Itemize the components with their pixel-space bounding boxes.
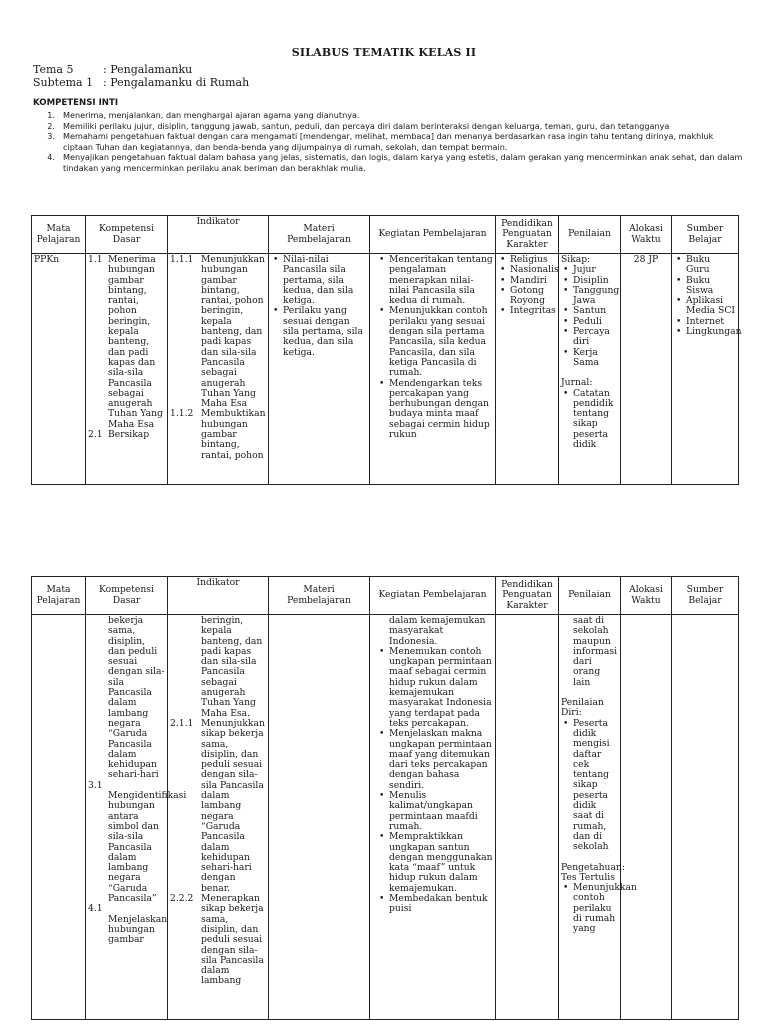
tes-tertulis-label: Tes Tertulis: [561, 871, 615, 883]
header-kegiatan: Kegiatan Pembelajaran: [370, 216, 496, 254]
header-penilaian: Penilaian: [559, 577, 621, 615]
list-item: • Aplikasi Media SCI: [674, 296, 736, 317]
indikator-item: 2.2.2 Menerapkan sikap bekerja sama, disiplin, dan peduli sesuai dengan sila-sila Pancasila dalam lambang: [170, 893, 264, 987]
ki-item: 2. Memiliki perilaku jujur, disiplin, tanggung jawab, santun, peduli, dan percaya diri dalam berinteraksi dengan keluarga, teman, guru, dan tetangganya: [47, 120, 670, 131]
header-sumber: Sumber Belajar: [672, 577, 739, 615]
list-item: • Religius: [498, 255, 556, 265]
list-item: • Catatan pendidik tentang sikap peserta didik: [561, 389, 618, 451]
subtema-value: : Pengalamanku di Rumah: [103, 76, 250, 89]
list-item: • Gotong Royong: [498, 286, 556, 307]
tema-line: [33, 63, 192, 76]
kd-number: 3.1: [88, 779, 103, 791]
indikator-item: 1.1.1 Menunjukkan hubungan gambar bintang, rantai, pohon beringin, kepala banteng, dan padi kapas dan sila-sila Pancasila sebagai anugerah Tuhan Yang Maha Esa: [170, 254, 265, 410]
cell-sumber: [672, 615, 739, 1020]
penilaian-sikap-label: Sikap:: [561, 254, 591, 265]
tema-value: : Pengalamanku: [103, 63, 193, 76]
list-item: • Perilaku yang sesuai dengan sila pertama, sila kedua, dan sila ketiga.: [271, 306, 367, 357]
pengetahuan-label: Pengetahuan:: [561, 861, 625, 873]
cell-penilaian: [559, 615, 637, 1020]
list-item: • Percaya diri: [561, 327, 618, 348]
kd-text: Mengidentifikasi hubungan antara simbol dan sila-sila Pancasila dalam lambang negara “Garuda Pancasila”: [108, 790, 187, 905]
kd-number: 4.1: [88, 903, 103, 915]
list-item: • Nilai-nilai Pancasila sila pertama, sila kedua, dan sila ketiga.: [271, 255, 367, 306]
cell-pendidikan-karakter: [496, 254, 559, 485]
cell-alokasi: 28 JP: [621, 254, 672, 485]
kompetensi-inti-list: [33, 110, 743, 174]
list-item: • Tanggung Jawa: [561, 286, 618, 307]
list-item: • Disiplin: [561, 276, 618, 286]
kd-text: Menjelaskan hubungan gambar: [108, 913, 168, 946]
list-item: • Mempraktikkan ungkapan santun dengan menggunakan kata “maaf” untuk hidup rukun dalam kemajemukan.: [377, 832, 493, 894]
list-item: • Lingkungan: [674, 327, 736, 337]
subtema-line: [33, 76, 249, 89]
header-materi: Materi Pembelajaran: [269, 577, 370, 615]
list-item: • Menulis kalimat/ungkapan permintaan maafdi rumah.: [377, 791, 493, 832]
list-item: • Kerja Sama: [561, 348, 618, 369]
cell-kegiatan: [370, 615, 496, 1020]
list-item: • Mandiri: [498, 276, 556, 286]
penilaian-jurnal-label: Jurnal:: [561, 377, 593, 389]
list-item: • Buku Siswa: [674, 276, 736, 297]
list-item: • Santun: [561, 306, 618, 316]
header-pendidikan-karakter: Pendidikan Penguatan Karakter: [496, 577, 559, 615]
list-item: • Menunjukkan contoh perilaku di rumah yang: [561, 883, 618, 934]
cell-sumber: [672, 254, 742, 485]
table-header-row: [32, 577, 739, 615]
header-mapel: Mata Pelajaran: [32, 577, 86, 615]
header-alokasi: Alokasi Waktu: [621, 577, 672, 615]
list-item: • Internet: [674, 317, 736, 327]
header-kompetensi-dasar: Kompetensi Dasar: [86, 216, 168, 254]
header-alokasi: Alokasi Waktu: [621, 216, 672, 254]
header-kegiatan: Kegiatan Pembelajaran: [370, 577, 496, 615]
penilaian-diri-label: Penilaian Diri:: [561, 697, 604, 719]
list-item: • Jujur: [561, 265, 618, 275]
syllabus-table-2: [31, 576, 739, 1020]
kd-item: 2.1 Bersikap: [88, 429, 150, 441]
list-item: • Mendengarkan teks percakapan yang berhubungan dengan budaya minta maaf sebagai cermin hidup rukun: [377, 379, 493, 441]
cell-indikator: [168, 615, 269, 1020]
indikator-continuation: beringin, kepala banteng, dan padi kapas dan sila-sila Pancasila sebagai anugerah Tuhan Yang Maha Esa.: [201, 615, 263, 719]
cell-kegiatan: [370, 254, 496, 485]
cell-mapel: [32, 615, 86, 1020]
ki-item: 3. Memahami pengetahuan faktual dengan cara mengamati [mendengar, melihat, membaca] dan menanya berdasarkan rasa ingin tahu tentang dirinya, makhluk ciptaan Tuhan dan kegiatannya, dan benda-benda yang dijumpainya di rumah, sekolah, dan tempat bermain.: [47, 131, 714, 152]
list-item: • Buku Guru: [674, 255, 736, 276]
table-row: [32, 615, 739, 1020]
kd-continuation: bekerja sama, disiplin, dan peduli sesuai dengan sila-sila Pancasila dalam lambang negara “Garuda Pancasila dalam kehidupan sehari-hari: [108, 615, 165, 781]
list-item: • Peserta didik mengisi daftar cek tentang sikap peserta didik saat di rumah, dan di sekolah: [561, 719, 618, 853]
cell-mapel: PPKn: [32, 254, 86, 485]
header-indikator: Indikator: [168, 216, 269, 254]
list-item: • Membedakan bentuk puisi: [377, 894, 493, 915]
tema-label: Tema 5: [33, 63, 74, 76]
ki-item: 4. Menyajikan pengetahuan faktual dalam bahasa yang jelas, sistematis, dan logis, dalam karya yang estetis, dalam gerakan yang mencerminkan anak sehat, dan dalam tindakan yang mencerminkan perilaku anak beriman dan berakhlak mulia.: [47, 152, 743, 173]
kegiatan-continuation: dalam kemajemukan masyarakat Indonesia.: [389, 615, 486, 647]
indikator-item: 1.1.2 Membuktikan hubungan gambar bintang, rantai, pohon: [170, 408, 266, 461]
cell-indikator: [168, 254, 269, 485]
document-title: SILABUS TEMATIK KELAS II: [291, 46, 477, 59]
header-kompetensi-dasar: Kompetensi Dasar: [86, 577, 168, 615]
cell-kompetensi-dasar: [86, 615, 187, 1020]
header-sumber: Sumber Belajar: [672, 216, 739, 254]
list-item: • Peduli: [561, 317, 618, 327]
header-materi: Materi Pembelajaran: [269, 216, 370, 254]
list-item: • Menceritakan tentang pengalaman menerapkan nilai-nilai Pancasila sila kedua di rumah.: [377, 255, 493, 306]
table-header-row: [32, 216, 739, 254]
cell-kompetensi-dasar: [86, 254, 168, 485]
kd-item: 1.1 Menerima hubungan gambar bintang, rantai, pohon beringin, kepala banteng, dan padi kapas dan sila-sila Pancasila sebagai anugerah Tuhan Yang Maha Esa: [88, 254, 163, 430]
list-item: • Menjelaskan makna ungkapan permintaan maaf yang ditemukan dari teks percakapan dengan bahasa sendiri.: [377, 729, 493, 791]
cell-pendidikan-karakter: [496, 615, 559, 1020]
list-item: • Menemukan contoh ungkapan permintaan maaf sebagai cermin hidup rukun dalam kemajemukan masyarakat Indonesia yang terdapat pada teks percakapan.: [377, 647, 493, 729]
cell-materi: [269, 615, 370, 1020]
syllabus-table-1: [31, 215, 742, 485]
header-mapel: Mata Pelajaran: [32, 216, 86, 254]
table-row: [32, 254, 739, 485]
kompetensi-inti-heading: KOMPETENSI INTI: [33, 98, 119, 108]
subtema-label: Subtema 1: [33, 76, 94, 89]
list-item: • Integritas: [498, 306, 556, 316]
cell-materi: [269, 254, 370, 485]
ki-item: 1. Menerima, menjalankan, dan menghargai ajaran agama yang dianutnya.: [47, 110, 360, 120]
header-penilaian: Penilaian: [559, 216, 621, 254]
cell-penilaian: [559, 254, 621, 485]
header-indikator: Indikator: [168, 577, 269, 615]
list-item: • Nasionalis: [498, 265, 556, 275]
cell-alokasi: [621, 615, 672, 1020]
penilaian-continuation: saat di sekolah maupun informasi dari orang lain: [573, 615, 618, 688]
list-item: • Menunjukkan contoh perilaku yang sesuai dengan sila pertama Pancasila, sila kedua Pancasila, dan sila ketiga Pancasila di rumah.: [377, 306, 493, 378]
indikator-item: 2.1.1 Menunjukkan sikap bekerja sama, disiplin, dan peduli sesuai dengan sila-sila Pancasila dalam lambang negara “Garuda Pancasila dalam kehidupan sehari-hari dengan benar.: [170, 717, 265, 894]
header-pendidikan-karakter: Pendidikan Penguatan Karakter: [496, 216, 559, 254]
